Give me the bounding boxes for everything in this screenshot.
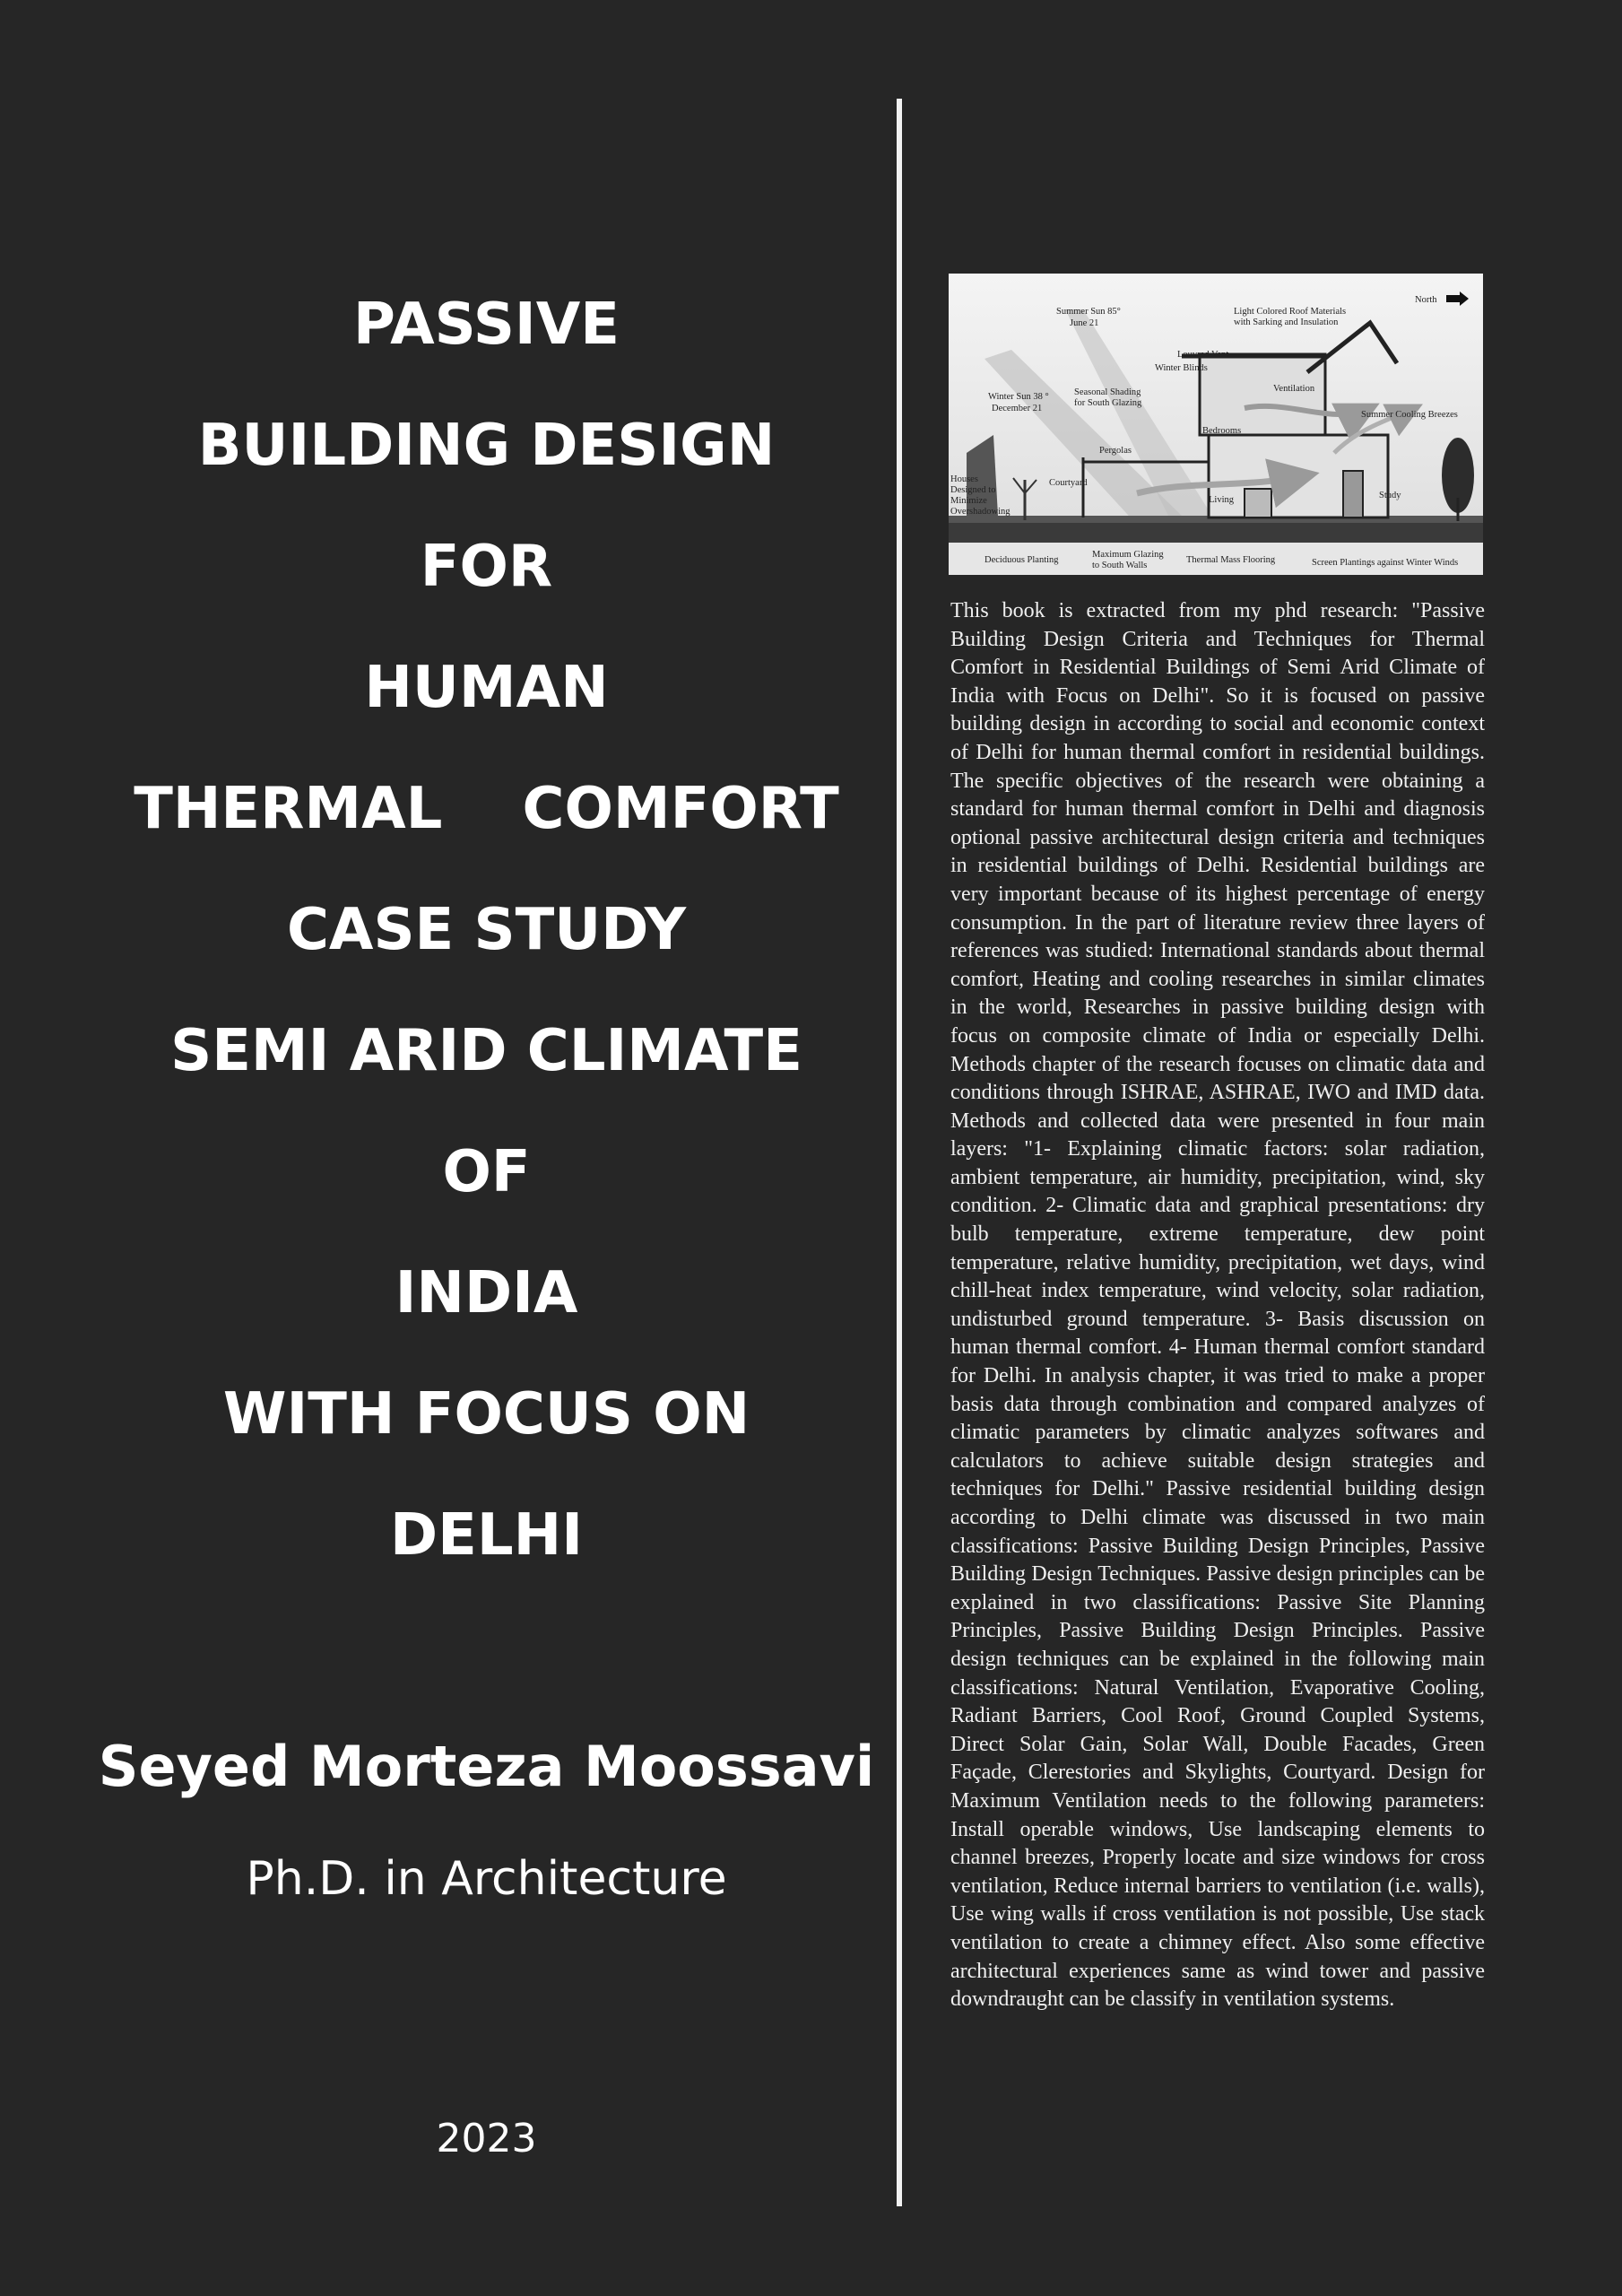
figure-label: December 21 [992,404,1043,413]
publication-year: 2023 [436,2116,537,2161]
figure-label: Deciduous Planting [984,555,1059,565]
title-line: WITH FOCUS ON [222,1381,750,1448]
book-abstract: This book is extracted from my phd research: "Passive Building Design Criteria and Techniques for Thermal Comfort in Residential Buildings of Semi Arid Climate of India with Focus on Delhi". So it is focused on passive building design in according to social and economic context of Delhi for human thermal comfort in residential buildings. The specific objectives of the research were obtaining a standard for human thermal comfort in Delhi and diagnosis optional passive architectural design criteria and techniques in residential buildings of Delhi. Residential buildings are very important because of its highest percentage of energy consumption. In the part of literature review three layers of references was studied: International standards about thermal comfort, Heating and cooling researches in similar climates in the world, Researches in passive building design with focus on composite climate of India or especially Delhi. Methods chapter of the research focuses on climatic data and conditions through ISHRAE, ASHRAE, IWO and IMD data. Methods and collected data were presented in four main layers: "1- Explaining climatic factors: solar radiation, ambient temperature, air humidity, precipitation, wind, sky condition. 2- Climatic data and graphical presentations: dry bulb temperature, extreme temperature, dew point temperature, relative humidity, precipitation, wet days, wind chill-heat index temperature, wind velocity, solar radiation, undisturbed ground temperature. 3- Basis discussion on human thermal comfort. 4- Human thermal comfort standard for Delhi. In analysis chapter, it was tried to make a proper basis data through combination and compared analyzes of climatic parameters by climatic analyzes softwares and calculators to achieve suitable design strategies and techniques for Delhi." Passive residential building design according to Delhi climate was discussed in two main classifications: Passive Building Design Principles, Passive Building Design Techniques. Passive design principles can be explained in two classifications: Passive Site Planning Principles, Passive Building Design Principles. Passive design techniques can be explained in the following main classifications: Natural Ventilation, Evaporative Cooling, Radiant Barriers, Cool Roof, Ground Coupled Systems, Direct Solar Gain, Solar Wall, Double Facades, Green Façade, Clerestories and Skylights, Courtyard. Design for Maximum Ventilation needs to the following parameters: Install operable windows, Use landscaping elements to channel breezes, Properly locate and size windows for cross ventilation, Reduce internal barriers to ventilation (i.e. walls), Use wing walls if cross ventilation is not possible, Use stack ventilation to create a chimney effect. Also some effective architectural experiences same as wind tower and passive downdraught can be classify in ventilation systems. [950,599,1485,2012]
figure-label: Bedrooms [1202,426,1242,436]
author-degree: Ph.D. in Architecture [246,1852,727,1906]
title-line: PASSIVE [353,291,620,358]
title-line: DELHI [390,1502,583,1569]
figure-label: Minimize [950,496,987,506]
figure-label: Summer Cooling Breezes [1361,410,1458,420]
figure-label: Living [1209,495,1234,505]
title-line: THERMAL COMFORT [134,776,839,842]
figure-label: Pergolas [1099,446,1132,456]
figure-label: Study [1379,491,1401,500]
figure-label: Seasonal Shading [1074,387,1141,397]
title-line: OF [442,1139,531,1205]
title-line: HUMAN [364,655,609,721]
figure-label: Maximum Glazing [1092,550,1164,560]
figure-label: Winter Sun 38 ° [988,392,1049,402]
figure-label: Overshadowing [950,507,1010,517]
figure-label: June 21 [1070,318,1099,328]
title-line: FOR [420,534,553,600]
figure-label: Designed to [950,485,996,495]
figure-label: to South Walls [1092,561,1148,570]
author-name: Seyed Morteza Moossavi [98,1734,875,1799]
title-line: SEMI ARID CLIMATE [170,1018,802,1084]
north-label: North [1415,295,1437,305]
title-line: CASE STUDY [286,897,687,963]
figure-label: Louvred Vent [1177,350,1229,360]
title-line: INDIA [395,1260,578,1326]
figure-label: Thermal Mass Flooring [1186,555,1276,565]
passive-house-diagram [949,274,1483,575]
title-line: BUILDING DESIGN [197,413,776,479]
figure-label: Ventilation [1273,384,1315,394]
house-section-illustration [949,274,1483,575]
figure-label: Courtyard [1049,478,1088,488]
figure-label: Summer Sun 85° [1056,307,1121,317]
figure-label: Winter Blinds [1155,363,1208,373]
figure-label: Light Colored Roof Materials [1234,307,1347,317]
figure-label: with Sarking and Insulation [1234,317,1339,327]
figure-label: for South Glazing [1074,398,1142,408]
column-divider [897,99,902,2206]
figure-label: Houses [950,474,978,484]
figure-label: Screen Plantings against Winter Winds [1312,558,1459,568]
